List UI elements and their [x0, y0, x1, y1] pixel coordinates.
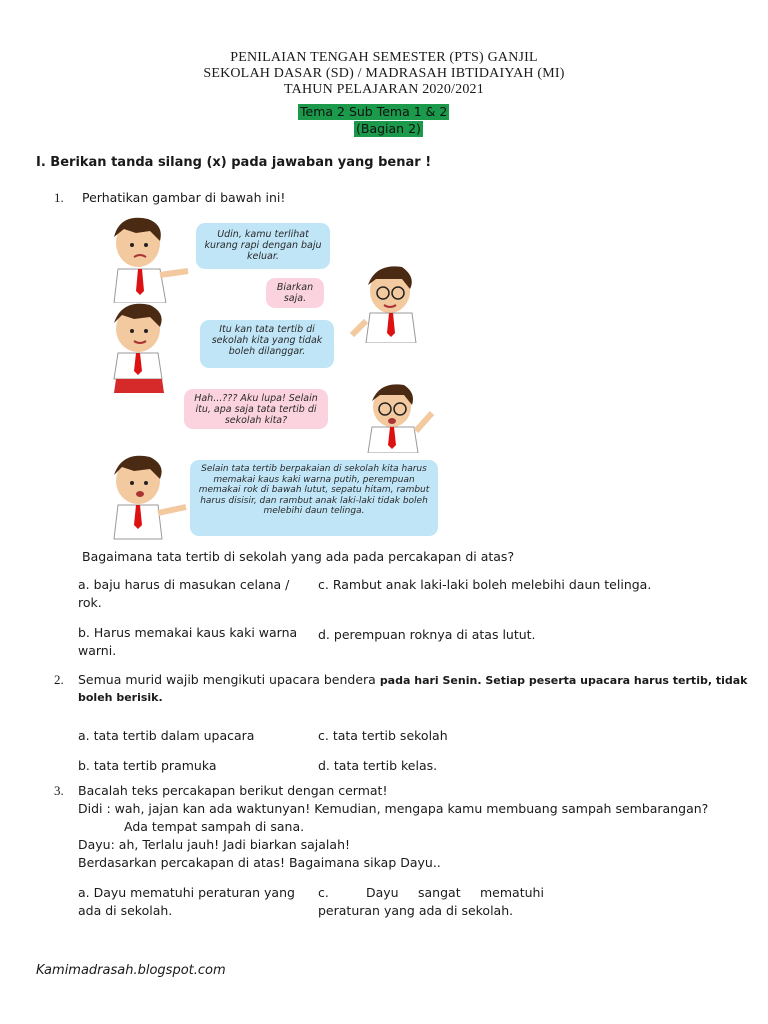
speech-bubble-5: Selain tata tertib berpakaian di sekolah kita harus memakai kaus kaki warna putih, perempuan memakai rok di bawah lutut, sepatu hitam, rambut harus disisir, dan rambut anak laki-laki tidak boleh melebihi daun telinga. [190, 460, 438, 536]
question-3-line-2: Didi : wah, jajan kan ada waktunyan! Kemudian, mengapa kamu membuang sampah sembarangan? [78, 801, 709, 816]
question-3-number: 3. [54, 783, 64, 798]
q2-option-c[interactable]: c. tata tertib sekolah [318, 728, 448, 743]
section-title: I. Berikan tanda silang (x) pada jawaban yang benar ! [36, 155, 432, 170]
header-line-3: TAHUN PELAJARAN 2020/2021 [284, 82, 484, 97]
student-boy-3 [100, 453, 192, 543]
conversation-illustration [100, 213, 450, 543]
bagian-label: (Bagian 2) [356, 121, 421, 136]
q3-option-c-line-2: peraturan yang ada di sekolah. [318, 903, 514, 918]
q3-option-c-word-1: Dayu [366, 885, 399, 900]
question-3-line-5: Berdasarkan percakapan di atas! Bagaimana sikap Dayu.. [78, 855, 441, 870]
speech-bubble-2: Biarkan saja. [266, 278, 324, 308]
q2-option-b[interactable]: b. tata tertib pramuka [78, 758, 217, 773]
speech-bubble-1: Udin, kamu terlihat kurang rapi dengan baju keluar. [196, 223, 330, 269]
q1-option-c[interactable]: c. Rambut anak laki-laki boleh melebihi daun telinga. [318, 577, 652, 592]
header-line-1: PENILAIAN TENGAH SEMESTER (PTS) GANJIL [230, 50, 538, 65]
tema-label: Tema 2 Sub Tema 1 & 2 [300, 104, 448, 119]
question-2-text-bold-1: pada hari Senin. Setiap peserta upacara harus tertib, tidak [379, 674, 748, 687]
question-2-text-plain: Semua murid wajib mengikuti upacara bendera [78, 672, 376, 687]
student-boy-2 [100, 301, 192, 393]
student-boy-1 [100, 213, 190, 303]
question-3-line-3: Ada tempat sampah di sana. [124, 819, 305, 834]
q1-option-d[interactable]: d. perempuan roknya di atas lutut. [318, 627, 536, 642]
q1-option-b[interactable]: b. Harus memakai kaus kaki warna warni. [78, 625, 298, 658]
question-1-text: Perhatikan gambar di bawah ini! [82, 190, 286, 205]
speech-bubble-4: Hah...??? Aku lupa! Selain itu, apa saja tata tertib di sekolah kita? [184, 389, 328, 429]
question-2-text [78, 671, 748, 690]
footer-watermark: Kamimadrasah.blogspot.com [36, 963, 226, 978]
header-line-2: SEKOLAH DASAR (SD) / MADRASAH IBTIDAIYAH (MI) [203, 66, 565, 81]
q3-option-c-word-2: sangat [418, 885, 461, 900]
question-2-text-bold-2: boleh berisik. [78, 691, 163, 704]
question-1-number: 1. [54, 190, 64, 205]
question-2-number: 2. [54, 672, 64, 687]
question-1-prompt: Bagaimana tata tertib di sekolah yang ada pada percakapan di atas? [82, 549, 515, 564]
speech-bubble-3: Itu kan tata tertib di sekolah kita yang tidak boleh dilanggar. [200, 320, 334, 368]
q1-option-a[interactable]: a. baju harus di masukan celana / rok. [78, 577, 290, 610]
q3-option-a[interactable]: a. Dayu mematuhi peraturan yang ada di sekolah. [78, 885, 295, 918]
q3-option-c-label: c. [318, 885, 329, 900]
question-3-line-4: Dayu: ah, Terlalu jauh! Jadi biarkan sajalah! [78, 837, 351, 852]
student-boy-glasses-2 [358, 383, 438, 453]
q2-option-d[interactable]: d. tata tertib kelas. [318, 758, 438, 773]
student-boy-glasses-1 [346, 263, 436, 343]
q3-option-c-word-3: mematuhi [480, 885, 544, 900]
q2-option-a[interactable]: a. tata tertib dalam upacara [78, 728, 255, 743]
question-3-line-1: Bacalah teks percakapan berikut dengan cermat! [78, 783, 388, 798]
